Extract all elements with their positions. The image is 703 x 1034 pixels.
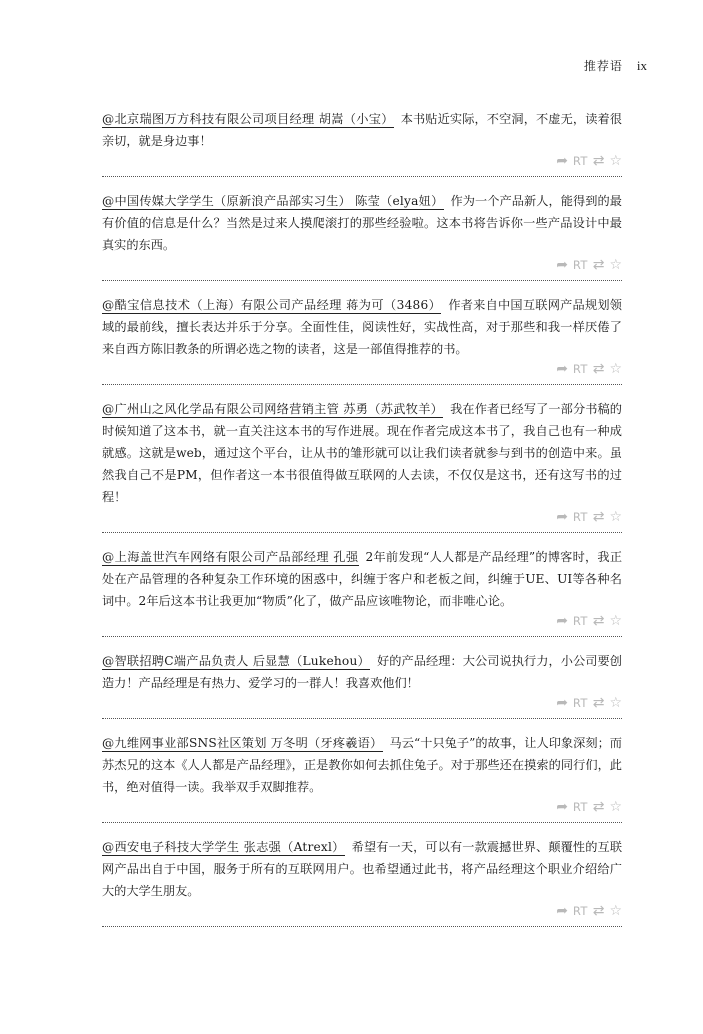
retweet-icon[interactable]: ⇄ <box>592 695 605 711</box>
running-header <box>584 57 647 74</box>
reply-arrow-icon[interactable]: ➦ <box>556 613 568 629</box>
recommendation-entry <box>102 650 622 719</box>
star-icon[interactable]: ☆ <box>609 799 622 815</box>
rt-label[interactable]: RT <box>572 614 588 628</box>
retweet-icon[interactable]: ⇄ <box>592 153 605 169</box>
retweet-icon[interactable]: ⇄ <box>592 361 605 377</box>
recommendation-list <box>102 108 622 940</box>
retweet-icon[interactable]: ⇄ <box>592 799 605 815</box>
entry-text: 马云“十只兔子”的故事，让人印象深刻；而苏杰兄的这本《人人都是产品经理》，正是教你如何去抓住兔子。对于那些还在摸索的同行们，此书，绝对值得一读。我举双手双脚推荐。 <box>102 736 622 794</box>
entry-text: 2年前发现“人人都是产品经理”的博客时，我正处在产品管理的各种复杂工作环境的困惑中，纠缠于客户和老板之间，纠缠于UE、UI等各种名词中。2年后这本书让我更加“物质”化了，做产品应该唯物论，而非唯心论。 <box>102 550 623 608</box>
recommendation-entry <box>102 108 622 177</box>
tweet-actions <box>102 256 622 274</box>
retweet-icon[interactable]: ⇄ <box>592 613 605 629</box>
star-icon[interactable]: ☆ <box>609 257 622 273</box>
reply-arrow-icon[interactable]: ➦ <box>556 257 568 273</box>
retweet-icon[interactable]: ⇄ <box>592 509 605 525</box>
rt-label[interactable]: RT <box>572 800 588 814</box>
author-mention[interactable]: @中国传媒大学学生（原新浪产品部实习生） 陈莹（elya妞） <box>102 194 444 208</box>
retweet-icon[interactable]: ⇄ <box>592 903 605 919</box>
star-icon[interactable]: ☆ <box>609 613 622 629</box>
reply-arrow-icon[interactable]: ➦ <box>556 361 568 377</box>
reply-arrow-icon[interactable]: ➦ <box>556 903 568 919</box>
reply-arrow-icon[interactable]: ➦ <box>556 509 568 525</box>
tweet-actions <box>102 508 622 526</box>
recommendation-entry <box>102 546 622 637</box>
tweet-actions <box>102 798 622 816</box>
author-mention[interactable]: @广州山之风化学品有限公司网络营销主管 苏勇（苏武牧羊） <box>102 402 444 416</box>
star-icon[interactable]: ☆ <box>609 361 622 377</box>
tweet-actions <box>102 612 622 630</box>
rt-label[interactable]: RT <box>572 510 588 524</box>
reply-arrow-icon[interactable]: ➦ <box>556 153 568 169</box>
entry-body <box>102 398 622 508</box>
retweet-icon[interactable]: ⇄ <box>592 257 605 273</box>
entry-body <box>102 732 622 798</box>
author-mention[interactable]: @上海盖世汽车网络有限公司产品部经理 孔强 <box>102 550 359 564</box>
entry-text: 作为一个产品新人，能得到的最有价值的信息是什么？当然是过来人摸爬滚打的那些经验啦。这本书将告诉你一些产品设计中最真实的东西。 <box>102 194 622 252</box>
author-mention[interactable]: @北京瑞图万方科技有限公司项目经理 胡嵩（小宝） <box>102 112 394 126</box>
tweet-actions <box>102 360 622 378</box>
rt-label[interactable]: RT <box>572 258 588 272</box>
rt-label[interactable]: RT <box>572 696 588 710</box>
recommendation-entry <box>102 732 622 823</box>
recommendation-entry <box>102 190 622 281</box>
recommendation-entry <box>102 398 622 533</box>
star-icon[interactable]: ☆ <box>609 903 622 919</box>
entry-text: 好的产品经理：大公司说执行力，小公司要创造力！产品经理是有热力、爱学习的一群人！我喜欢他们！ <box>102 654 622 690</box>
entry-text: 作者来自中国互联网产品规划领域的最前线，擅长表达并乐于分享。全面性佳，阅读性好，实战性高，对于那些和我一样厌倦了来自西方陈旧教条的所谓必选之物的读者，这是一部值得推荐的书。 <box>102 298 622 356</box>
entry-body <box>102 190 622 256</box>
star-icon[interactable]: ☆ <box>609 695 622 711</box>
entry-body <box>102 836 622 902</box>
entry-body <box>102 294 622 360</box>
entry-text: 本书贴近实际，不空洞，不虚无，读着很亲切，就是身边事！ <box>102 112 622 148</box>
author-mention[interactable]: @九维网事业部SNS社区策划 万冬明（牙疼羲语） <box>102 736 383 750</box>
rt-label[interactable]: RT <box>572 904 588 918</box>
author-mention[interactable]: @智联招聘C端产品负责人 后显慧（Lukehou） <box>102 654 371 668</box>
author-mention[interactable]: @西安电子科技大学学生 张志强（Atrexl） <box>102 840 345 854</box>
author-mention[interactable]: @酷宝信息技术（上海）有限公司产品经理 蒋为可（3486） <box>102 298 442 312</box>
entry-body <box>102 108 622 152</box>
page-number: ix <box>636 58 647 73</box>
entry-body <box>102 650 622 694</box>
reply-arrow-icon[interactable]: ➦ <box>556 695 568 711</box>
header-title: 推荐语 <box>583 59 623 73</box>
entry-text: 希望有一天，可以有一款震撼世界、颠覆性的互联网产品出自于中国，服务于所有的互联网用户。也希望通过此书，将产品经理这个职业介绍给广大的大学生朋友。 <box>102 840 623 898</box>
rt-label[interactable]: RT <box>572 362 588 376</box>
tweet-actions <box>102 152 622 170</box>
entry-body <box>102 546 622 612</box>
recommendation-entry <box>102 294 622 385</box>
star-icon[interactable]: ☆ <box>609 153 622 169</box>
tweet-actions <box>102 902 622 920</box>
entry-text: 我在作者已经写了一部分书稿的时候知道了这本书，就一直关注这本书的写作进展。现在作者完成这本书了，我自己也有一种成就感。这就是web，通过这个平台，让从书的雏形就可以让我们读者就参与到书的创造中来。虽然我自己不是PM，但作者这一本书很值得做互联网的人去读，不仅仅是这书，还有这写书的过程！ <box>102 402 622 504</box>
tweet-actions <box>102 694 622 712</box>
reply-arrow-icon[interactable]: ➦ <box>556 799 568 815</box>
rt-label[interactable]: RT <box>572 154 588 168</box>
recommendation-entry <box>102 836 622 927</box>
star-icon[interactable]: ☆ <box>609 509 622 525</box>
